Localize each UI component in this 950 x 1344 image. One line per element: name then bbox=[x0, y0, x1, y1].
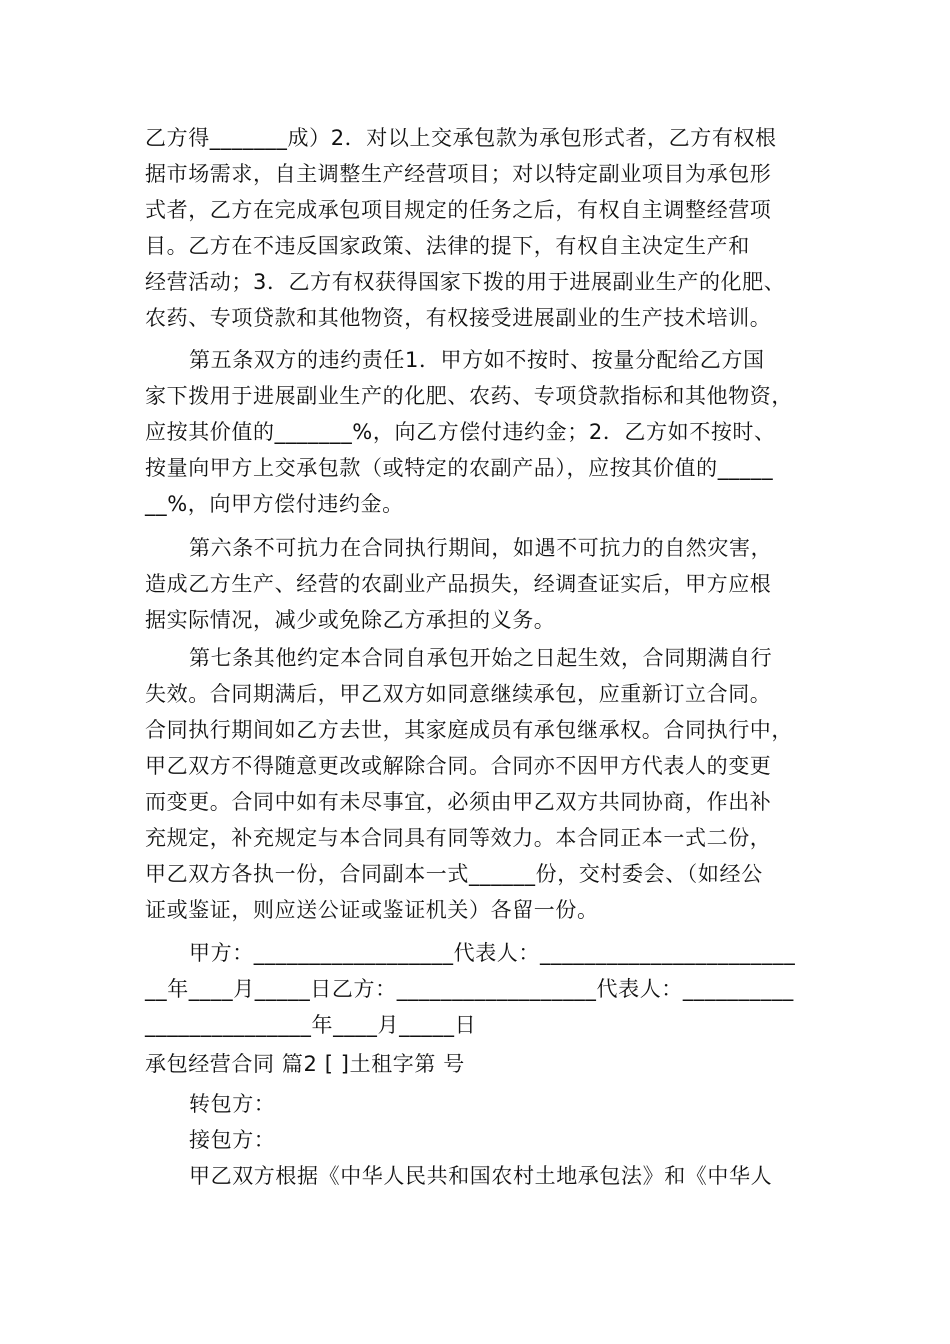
signature-line-date: _______________年____月_____日 bbox=[145, 1013, 477, 1037]
text-line: 甲乙双方不得随意更改或解除合同。合同亦不因甲方代表人的变更 bbox=[145, 754, 772, 778]
text-line: 据实际情况，减少或免除乙方承担的义务。 bbox=[145, 608, 556, 632]
text-line: 式者，乙方在完成承包项目规定的任务之后，有权自主调整经营项 bbox=[145, 198, 772, 222]
text-line: 经营活动；3．乙方有权获得国家下拨的用于进展副业生产的化肥、 bbox=[145, 270, 786, 294]
text-line: 按量向甲方上交承包款（或特定的农副产品），应按其价值的_____ bbox=[145, 456, 774, 480]
text-line: 家下拨用于进展副业生产的化肥、农药、专项贷款指标和其他物资， bbox=[145, 384, 793, 408]
article-5-start: 第五条双方的违约责任1．甲方如不按时、按量分配给乙方国 bbox=[189, 348, 765, 372]
text-line: 农药、专项贷款和其他物资，有权接受进展副业的生产技术培训。 bbox=[145, 306, 772, 330]
text-line: 合同执行期间如乙方去世，其家庭成员有承包继承权。合同执行中， bbox=[145, 718, 793, 742]
text-line: 应按其价值的_______%，向乙方偿付违约金；2．乙方如不按时、 bbox=[145, 420, 776, 444]
text-line: 乙方得_______成）2．对以上交承包款为承包形式者，乙方有权根 bbox=[145, 126, 777, 150]
signature-line-date-party-b: __年____月_____日乙方：__________________代表人：__________ bbox=[145, 977, 794, 1001]
text-line: __%，向甲方偿付违约金。 bbox=[145, 492, 404, 516]
article-6-start: 第六条不可抗力在合同执行期间，如遇不可抗力的自然灾害， bbox=[189, 536, 773, 560]
text-line: 甲乙双方各执一份，合同副本一式______份，交村委会、（如经公 bbox=[145, 862, 763, 886]
article-7-start: 第七条其他约定本合同自承包开始之日起生效，合同期满自行 bbox=[189, 646, 773, 670]
text-line: 充规定，补充规定与本合同具有同等效力。本合同正本一式二份， bbox=[145, 826, 772, 850]
text-line: 甲乙双方根据《中华人民共和国农村土地承包法》和《中华人 bbox=[189, 1164, 773, 1188]
text-line: 而变更。合同中如有未尽事宜，必须由甲乙双方共同协商，作出补 bbox=[145, 790, 772, 814]
text-line: 目。乙方在不违反国家政策、法律的提下，有权自主决定生产和 bbox=[145, 234, 750, 258]
text-line: 失效。合同期满后，甲乙双方如同意继续承包，应重新订立合同。 bbox=[145, 682, 772, 706]
text-line: 造成乙方生产、经营的农副业产品损失，经调查证实后，甲方应根 bbox=[145, 572, 772, 596]
text-line: 据市场需求，自主调整生产经营项目；对以特定副业项目为承包形 bbox=[145, 162, 772, 186]
section-heading-contract-2: 承包经营合同 篇2 [ ]土租字第 号 bbox=[145, 1052, 465, 1076]
label-transferee: 接包方： bbox=[189, 1128, 276, 1152]
text-line: 证或鉴证，则应送公证或鉴证机关）各留一份。 bbox=[145, 898, 599, 922]
label-transferor: 转包方： bbox=[189, 1092, 276, 1116]
signature-line-party-a: 甲方：__________________代表人：_______________________ bbox=[189, 941, 796, 965]
